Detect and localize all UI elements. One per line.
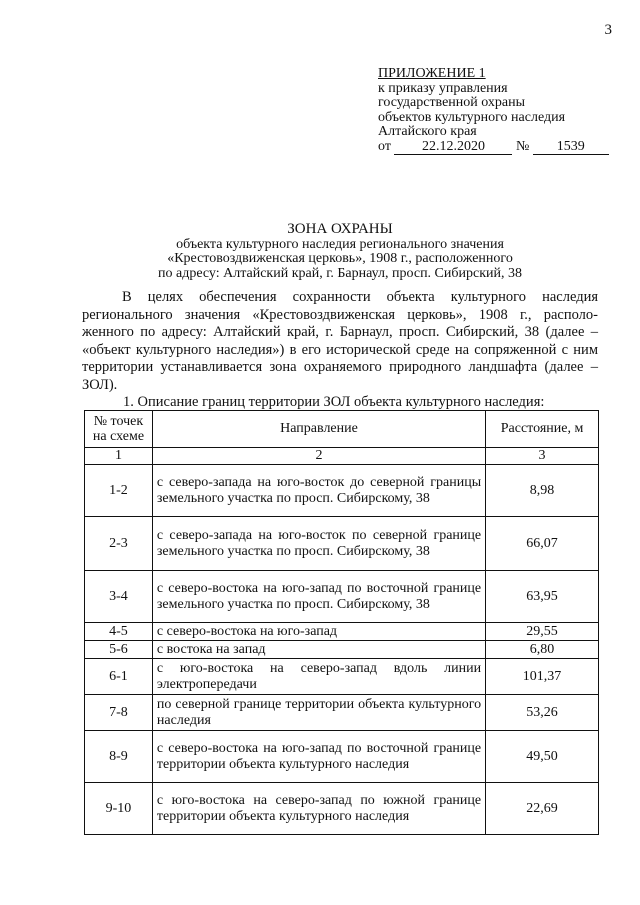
distance-cell: 6,80 [486,641,599,659]
section-heading: 1. Описание границ территории ЗОЛ объекта культурного наследия: [123,394,545,410]
direction-cell: с юго-востока на северо-запад по южной границе территории объекта культурного наследия [152,783,485,835]
appendix-line: объектов культурного наследия [378,109,566,125]
points-cell: 8-9 [85,731,153,783]
header-distance: Расстояние, м [486,411,599,448]
points-cell: 4-5 [85,623,153,641]
appendix-line: государственной охраны [378,95,526,110]
index-cell: 1 [85,448,153,465]
direction-cell: с северо-востока на юго-запад [152,623,485,641]
direction-cell: по северной границе территории объекта культурного наследия [152,695,485,731]
table-header-row [85,411,599,448]
header-points: № точек на схеме [85,411,153,448]
table-row [85,623,599,641]
number-sign: № [515,138,530,154]
table-index-row [85,448,599,465]
appendix-line: Алтайского края [378,124,477,139]
table-row [85,731,599,783]
zone-subtitle-line: «Крестовоздвиженская церковь», 1908 г., расположенного [167,251,513,266]
table-row [85,517,599,571]
distance-cell: 49,50 [486,731,599,783]
direction-cell: с северо-запада на юго-восток по северной границе земельного участка по просп. Сибирскому, 38 [152,517,485,571]
index-cell: 3 [486,448,599,465]
points-cell: 7-8 [85,695,153,731]
distance-cell: 29,55 [486,623,599,641]
order-date: 22.12.2020 [394,140,512,155]
table-row [85,783,599,835]
table-row [85,641,599,659]
date-prefix: от [378,138,391,154]
page-number: 3 [604,22,612,38]
distance-cell: 63,95 [486,571,599,623]
direction-cell: с юго-востока на северо-запад вдоль линии электропередачи [152,659,485,695]
points-cell: 5-6 [85,641,153,659]
distance-cell: 8,98 [486,465,599,517]
zone-header [120,222,560,281]
distance-cell: 53,26 [486,695,599,731]
table-row [85,695,599,731]
table-row [85,465,599,517]
points-cell: 6-1 [85,659,153,695]
header-direction: Направление [152,411,485,448]
zone-subtitle-line: по адресу: Алтайский край, г. Барнаул, просп. Сибирский, 38 [158,265,522,281]
direction-cell: с северо-востока на юго-запад по восточной границе территории объекта культурного наследия [152,731,485,783]
order-number: 1539 [533,140,609,155]
table-row [85,571,599,623]
direction-cell: с северо-востока на юго-запад по восточной границе земельного участка по просп. Сибирскому, 38 [152,571,485,623]
zone-title: ЗОНА ОХРАНЫ [287,221,393,237]
zone-subtitle-line: объекта культурного наследия регионального значения [176,236,504,252]
points-cell: 3-4 [85,571,153,623]
direction-cell: с востока на запад [152,641,485,659]
appendix-block [378,67,609,155]
boundary-table [84,410,599,835]
intro-paragraph: В целях обеспечения сохранности объекта культурного наследия регионального значения «Крестовоздвиженская церковь», 1908 г., располо-женного по адресу: Алтайский край, г. Барнаул, просп. Сибирский, 38 (далее – «объект культурного наследия») в его исторической среде на сопряженной с ним территории устанавливается зона охраняемого природного ландшафта (далее – ЗОЛ). [82,289,598,393]
table-row [85,659,599,695]
points-cell: 9-10 [85,783,153,835]
direction-cell: с северо-запада на юго-восток до северной границы земельного участка по просп. Сибирскому, 38 [152,465,485,517]
distance-cell: 66,07 [486,517,599,571]
distance-cell: 101,37 [486,659,599,695]
points-cell: 2-3 [85,517,153,571]
points-cell: 1-2 [85,465,153,517]
distance-cell: 22,69 [486,783,599,835]
order-date-line [378,140,609,155]
appendix-line: к приказу управления [378,80,508,96]
index-cell: 2 [152,448,485,465]
appendix-title: ПРИЛОЖЕНИЕ 1 [378,66,486,81]
